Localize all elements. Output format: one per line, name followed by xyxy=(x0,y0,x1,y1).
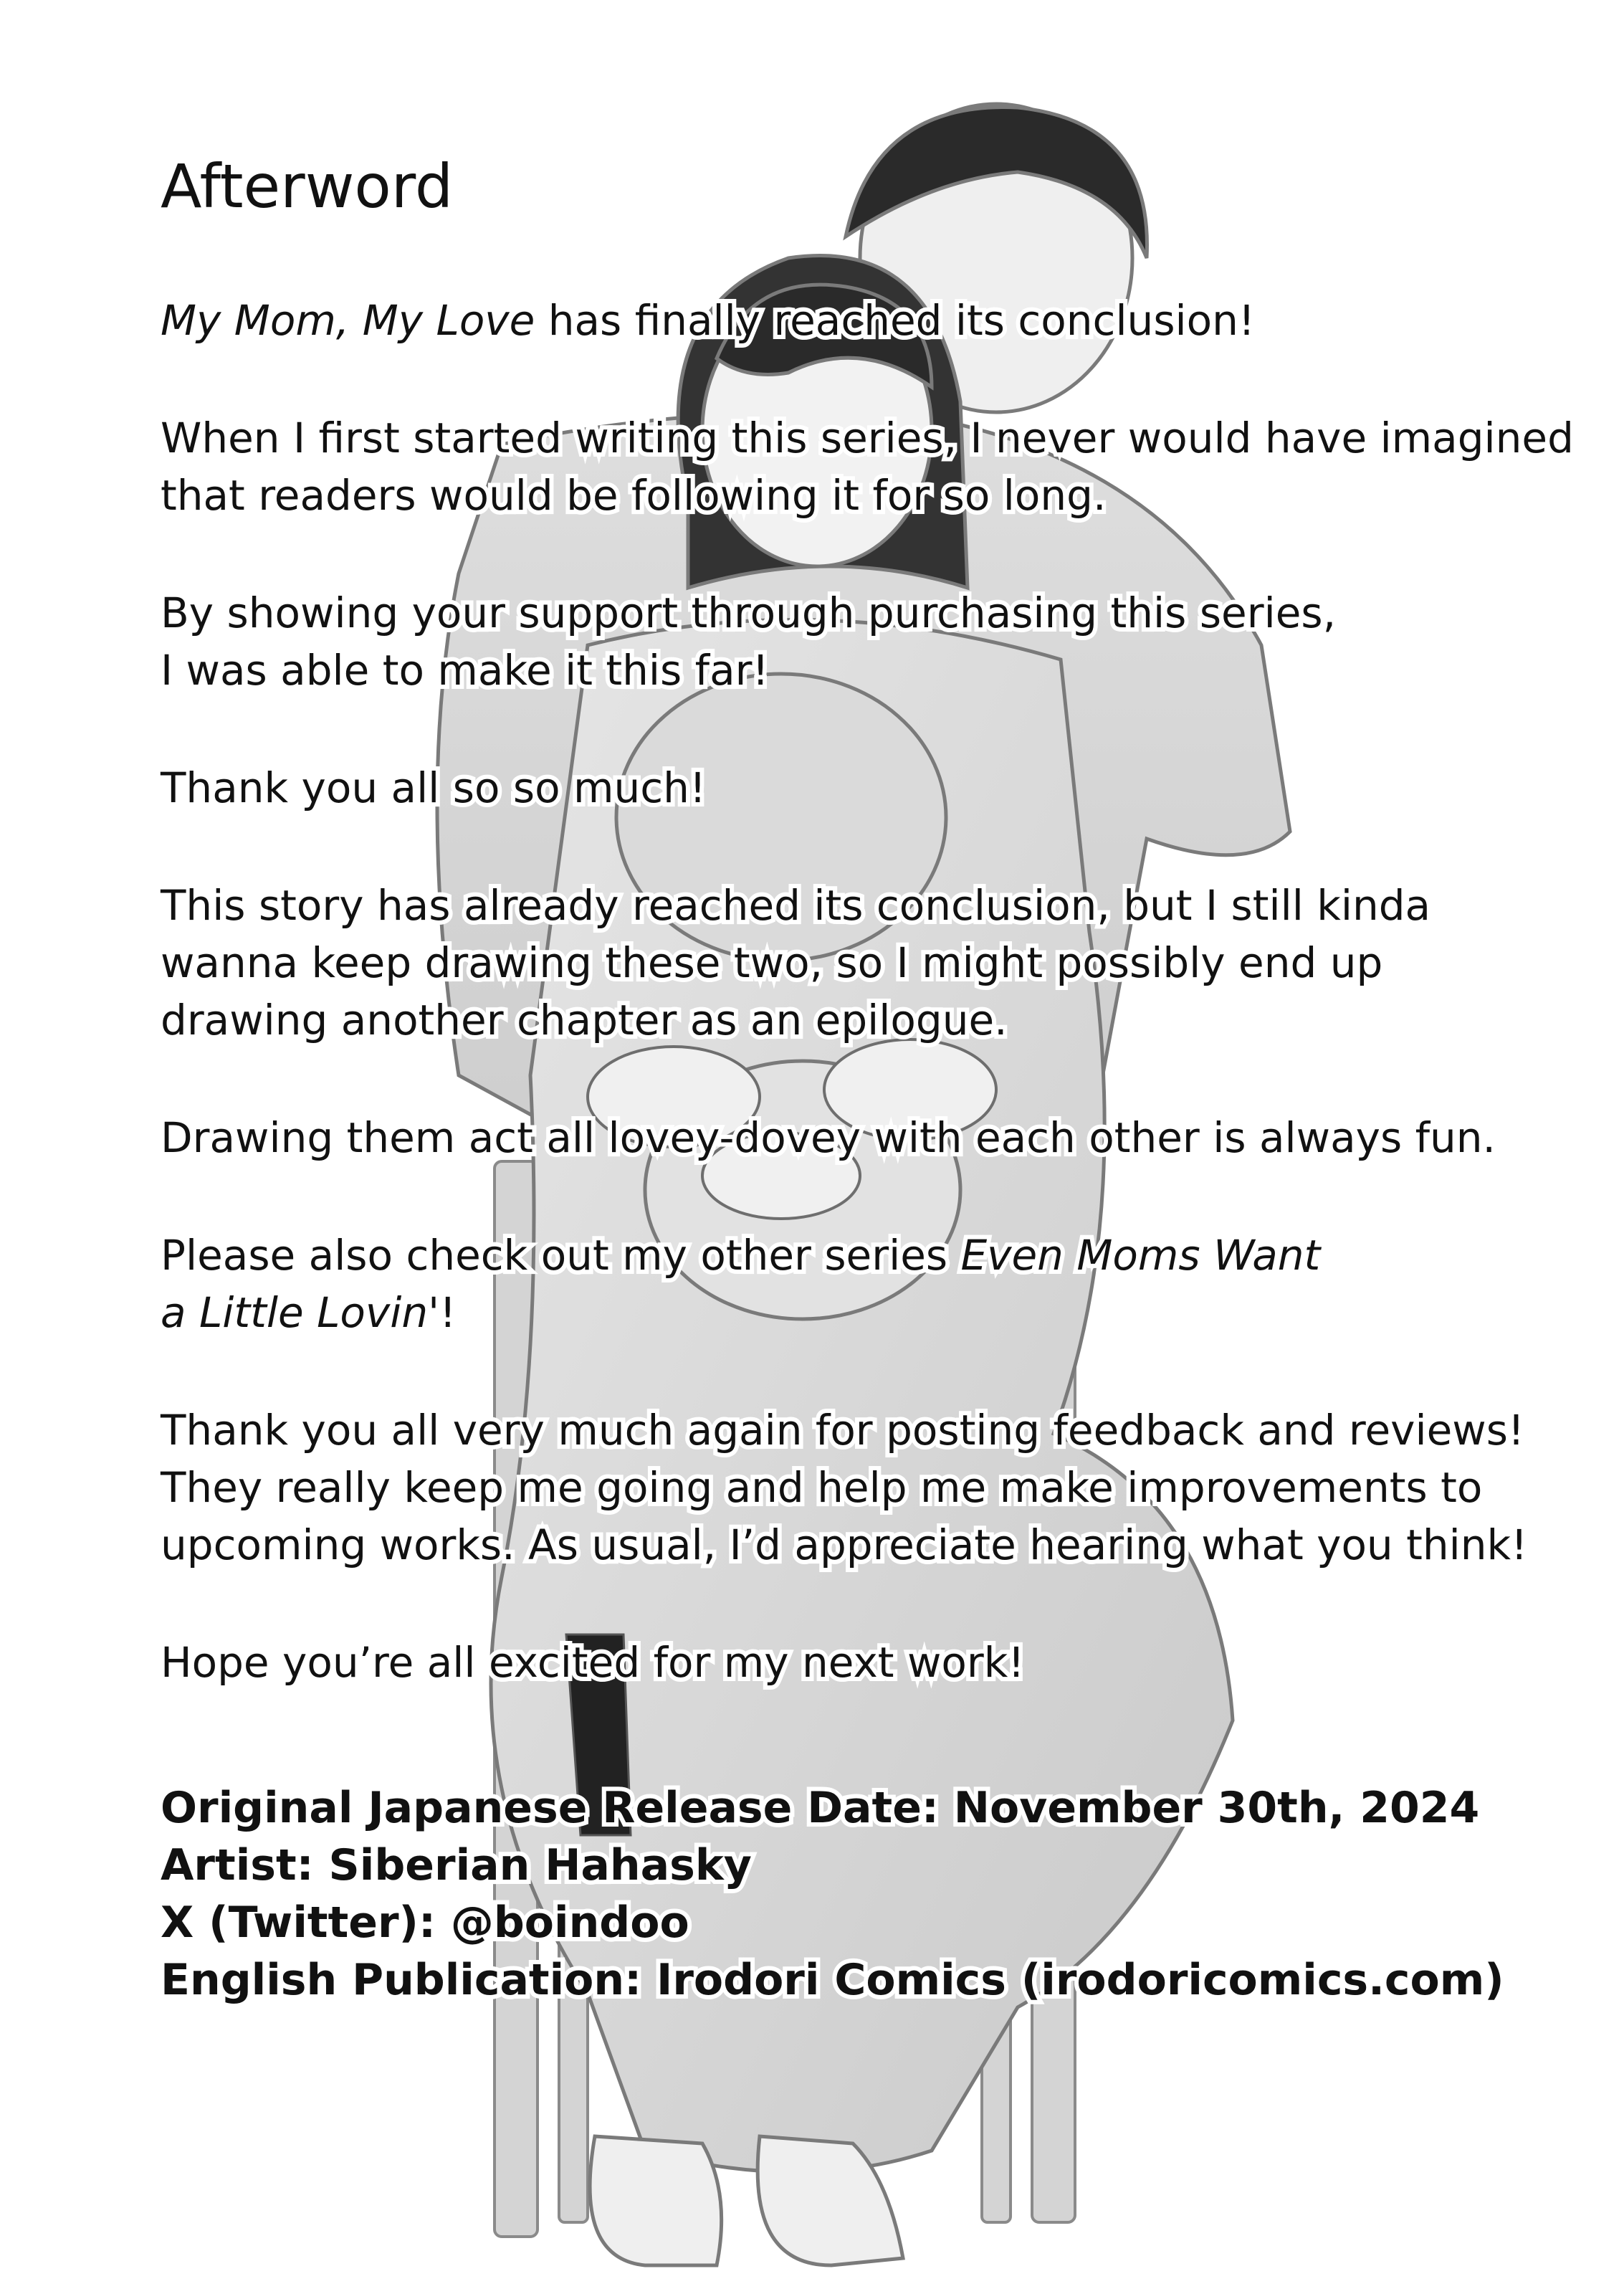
paragraph-9: Hope you’re all excited for my next work! xyxy=(161,1638,1025,1687)
paragraph-1-text: has finally reached its conclusion! xyxy=(535,296,1256,345)
other-series-title-part-2: a Little Lovin' xyxy=(161,1288,440,1337)
paragraph-3-line-2: I was able to make it this far! xyxy=(161,646,769,695)
paragraph-7-text: Please also check out my other series xyxy=(161,1231,961,1280)
paragraph-6: Drawing them act all lovey-dovey with each other is always fun. xyxy=(161,1113,1496,1162)
artist-credit: Artist: Siberian Hahasky xyxy=(161,1840,752,1890)
paragraph-7-end: ! xyxy=(439,1288,457,1337)
publication-credit: English Publication: Irodori Comics (irodoricomics.com) xyxy=(161,1955,1504,2005)
paragraph-5-line-3: drawing another chapter as an epilogue. xyxy=(161,996,1008,1044)
twitter-credit: X (Twitter): @boindoo xyxy=(161,1898,689,1948)
paragraph-5-line-1: This story has already reached its conclusion, but I still kinda xyxy=(161,881,1431,930)
paragraph-4: Thank you all so so much! xyxy=(161,763,707,812)
paragraph-7-line-2 xyxy=(161,1288,456,1338)
paragraph-8-line-3: upcoming works. As usual, I’d appreciate hearing what you think! xyxy=(161,1520,1528,1569)
paragraph-2-line-2: that readers would be following it for so long. xyxy=(161,471,1107,520)
paragraph-1 xyxy=(161,295,1255,346)
paragraph-3-line-1: By showing your support through purchasing this series, xyxy=(161,589,1337,637)
page-title: Afterword xyxy=(161,151,454,222)
paragraph-8-line-2: They really keep me going and help me make improvements to xyxy=(161,1463,1483,1512)
paragraph-5-line-2: wanna keep drawing these two, so I might possibly end up xyxy=(161,938,1383,987)
other-series-title-part-1: Even Moms Want xyxy=(960,1231,1321,1280)
paragraph-7-line-1 xyxy=(161,1230,1320,1280)
series-title: My Mom, My Love xyxy=(161,296,535,345)
release-date-credit: Original Japanese Release Date: November 30th, 2024 xyxy=(161,1783,1480,1833)
paragraph-2-line-1: When I first started writing this series, I never would have imagined xyxy=(161,414,1574,462)
paragraph-8-line-1: Thank you all very much again for posting feedback and reviews! xyxy=(161,1406,1525,1455)
